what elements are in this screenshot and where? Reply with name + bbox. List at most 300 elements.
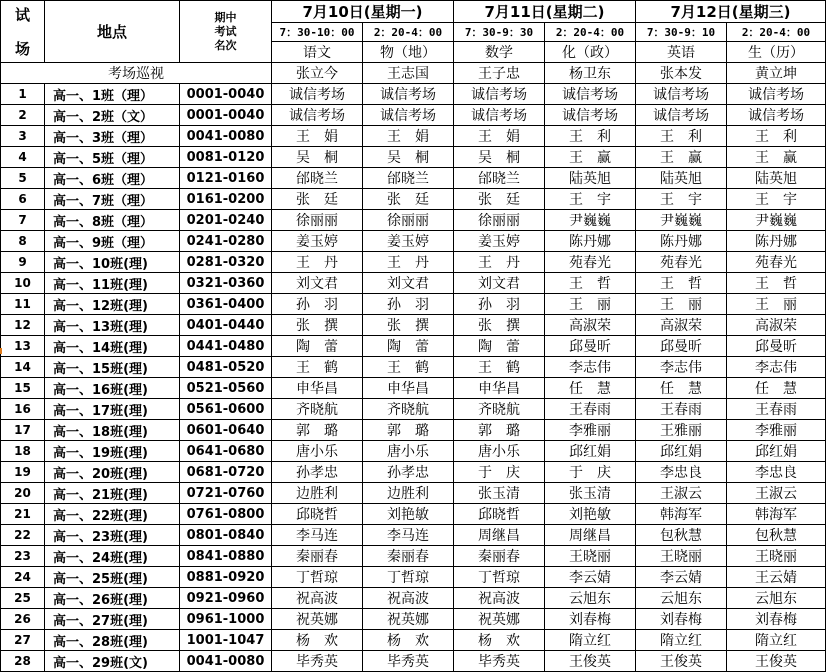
location-cell[interactable]: 高一、9班（理） bbox=[45, 231, 180, 252]
site-header-char-2: 场 bbox=[14, 39, 30, 58]
proctor-cell[interactable]: 王淑云 bbox=[636, 483, 727, 504]
proctor-cell[interactable]: 边胜利 bbox=[272, 483, 363, 504]
table-row bbox=[1, 567, 826, 588]
proctor-cell[interactable]: 诚信考场 bbox=[636, 105, 727, 126]
proctor-cell[interactable]: 王 赢 bbox=[727, 147, 826, 168]
proctor-cell[interactable]: 姜玉婷 bbox=[272, 231, 363, 252]
subject-cell-chem-politics[interactable] bbox=[545, 42, 636, 63]
site-number-cell[interactable]: 15 bbox=[1, 378, 45, 399]
rank-range-cell[interactable]: 1001-1047 bbox=[180, 630, 272, 651]
proctor-cell[interactable]: 祝高波 bbox=[363, 588, 454, 609]
proctor-cell[interactable]: 刘春梅 bbox=[636, 609, 727, 630]
proctor-cell[interactable]: 王雅丽 bbox=[636, 420, 727, 441]
proctor-cell[interactable]: 李志伟 bbox=[727, 357, 826, 378]
proctor-cell[interactable]: 张 廷 bbox=[454, 189, 545, 210]
proctor-cell[interactable]: 王 丽 bbox=[545, 294, 636, 315]
exam-rank-header-cell[interactable] bbox=[180, 1, 272, 63]
patrol-cell-day2-am[interactable] bbox=[454, 63, 545, 84]
proctor-cell[interactable]: 诚信考场 bbox=[454, 105, 545, 126]
proctor-cell[interactable]: 祝高波 bbox=[454, 588, 545, 609]
site-header-cell[interactable] bbox=[1, 1, 45, 63]
location-cell[interactable]: 高一、10班(理) bbox=[45, 252, 180, 273]
proctor-cell[interactable]: 张 撰 bbox=[363, 315, 454, 336]
proctor-cell[interactable]: 祝英娜 bbox=[454, 609, 545, 630]
site-number-cell[interactable]: 25 bbox=[1, 588, 45, 609]
rank-range-cell[interactable]: 0041-0080 bbox=[180, 126, 272, 147]
rank-range-cell[interactable]: 0881-0920 bbox=[180, 567, 272, 588]
location-cell[interactable]: 高一、19班(理) bbox=[45, 441, 180, 462]
proctor-cell[interactable]: 杨 欢 bbox=[272, 630, 363, 651]
proctor-cell[interactable]: 王俊英 bbox=[727, 651, 826, 672]
proctor-cell[interactable]: 吴 桐 bbox=[454, 147, 545, 168]
proctor-cell[interactable]: 王晓丽 bbox=[545, 546, 636, 567]
location-cell[interactable]: 高一、2班（文） bbox=[45, 105, 180, 126]
proctor-cell[interactable]: 陈丹娜 bbox=[545, 231, 636, 252]
rank-range-cell[interactable]: 0161-0200 bbox=[180, 189, 272, 210]
proctor-cell[interactable]: 刘文君 bbox=[363, 273, 454, 294]
time-cell-day2-am[interactable] bbox=[454, 23, 545, 42]
proctor-cell[interactable]: 王俊英 bbox=[636, 651, 727, 672]
proctor-cell[interactable]: 任 慧 bbox=[545, 378, 636, 399]
proctor-cell[interactable]: 祝英娜 bbox=[363, 609, 454, 630]
rank-range-cell[interactable]: 0521-0560 bbox=[180, 378, 272, 399]
location-cell[interactable]: 高一、14班(理) bbox=[45, 336, 180, 357]
proctor-cell[interactable]: 李雅丽 bbox=[545, 420, 636, 441]
location-cell[interactable]: 高一、25班(理) bbox=[45, 567, 180, 588]
proctor-cell[interactable]: 孙 羽 bbox=[363, 294, 454, 315]
proctor-cell[interactable]: 毕秀英 bbox=[272, 651, 363, 672]
time-cell-day1-am[interactable] bbox=[272, 23, 363, 42]
site-number-cell[interactable]: 10 bbox=[1, 273, 45, 294]
proctor-cell[interactable]: 王 哲 bbox=[727, 273, 826, 294]
proctor-cell[interactable]: 张 撰 bbox=[272, 315, 363, 336]
subject-cell-bio-history[interactable] bbox=[727, 42, 826, 63]
rank-range-cell[interactable]: 0721-0760 bbox=[180, 483, 272, 504]
patrol-cell-day3-am[interactable] bbox=[636, 63, 727, 84]
proctor-cell[interactable]: 申华昌 bbox=[454, 378, 545, 399]
time-cell-day2-pm[interactable] bbox=[545, 23, 636, 42]
proctor-cell[interactable]: 尹巍巍 bbox=[545, 210, 636, 231]
proctor-cell[interactable]: 李马连 bbox=[272, 525, 363, 546]
site-number-cell[interactable]: 14 bbox=[1, 357, 45, 378]
proctor-cell[interactable]: 张 廷 bbox=[272, 189, 363, 210]
patrol-day3-am: 张本发 bbox=[660, 66, 702, 82]
location-cell[interactable]: 高一、12班(理) bbox=[45, 294, 180, 315]
proctor-cell[interactable]: 邱晓哲 bbox=[272, 504, 363, 525]
proctor-cell[interactable]: 刘春梅 bbox=[545, 609, 636, 630]
proctor-cell[interactable]: 王 宇 bbox=[727, 189, 826, 210]
rank-range-cell[interactable]: 0921-0960 bbox=[180, 588, 272, 609]
proctor-cell[interactable]: 诚信考场 bbox=[363, 105, 454, 126]
site-number-cell[interactable]: 3 bbox=[1, 126, 45, 147]
site-number-cell[interactable]: 6 bbox=[1, 189, 45, 210]
subject-cell-chinese[interactable] bbox=[272, 42, 363, 63]
site-number-cell[interactable]: 13 bbox=[1, 336, 45, 357]
exam-rank-header-line-1: 期中 bbox=[214, 10, 237, 24]
site-header-char-1: 试 bbox=[14, 5, 30, 24]
rank-range-cell[interactable]: 0761-0800 bbox=[180, 504, 272, 525]
site-number-cell[interactable]: 1 bbox=[1, 84, 45, 105]
proctor-cell[interactable]: 周继昌 bbox=[454, 525, 545, 546]
proctor-cell[interactable]: 王 娟 bbox=[454, 126, 545, 147]
proctor-cell[interactable]: 王云婧 bbox=[727, 567, 826, 588]
proctor-cell[interactable]: 毕秀英 bbox=[454, 651, 545, 672]
proctor-cell[interactable]: 隋立红 bbox=[636, 630, 727, 651]
site-number-cell[interactable]: 24 bbox=[1, 567, 45, 588]
proctor-cell[interactable]: 刘文君 bbox=[272, 273, 363, 294]
proctor-cell[interactable]: 韩海军 bbox=[727, 504, 826, 525]
location-cell[interactable]: 高一、20班(理) bbox=[45, 462, 180, 483]
proctor-cell[interactable]: 郭 璐 bbox=[363, 420, 454, 441]
proctor-cell[interactable]: 王俊英 bbox=[545, 651, 636, 672]
proctor-cell[interactable]: 陆英旭 bbox=[636, 168, 727, 189]
patrol-cell-day1-pm[interactable] bbox=[363, 63, 454, 84]
table-row bbox=[1, 399, 826, 420]
proctor-cell[interactable]: 徐丽丽 bbox=[272, 210, 363, 231]
site-number-cell[interactable]: 23 bbox=[1, 546, 45, 567]
proctor-cell[interactable]: 王晓丽 bbox=[727, 546, 826, 567]
location-cell[interactable]: 高一、27班(理) bbox=[45, 609, 180, 630]
proctor-cell[interactable]: 李云婧 bbox=[636, 567, 727, 588]
site-number-cell[interactable]: 17 bbox=[1, 420, 45, 441]
proctor-cell[interactable]: 徐丽丽 bbox=[454, 210, 545, 231]
table-row bbox=[1, 420, 826, 441]
proctor-cell[interactable]: 王 丹 bbox=[454, 252, 545, 273]
proctor-cell[interactable]: 刘艳敏 bbox=[545, 504, 636, 525]
proctor-cell[interactable]: 刘春梅 bbox=[727, 609, 826, 630]
rank-range-cell[interactable]: 0961-1000 bbox=[180, 609, 272, 630]
rank-range-cell[interactable]: 0001-0040 bbox=[180, 105, 272, 126]
proctor-cell[interactable]: 丁哲琼 bbox=[454, 567, 545, 588]
site-number-cell[interactable]: 20 bbox=[1, 483, 45, 504]
proctor-cell[interactable]: 孙 羽 bbox=[454, 294, 545, 315]
table-row bbox=[1, 462, 826, 483]
proctor-cell[interactable]: 于 庆 bbox=[545, 462, 636, 483]
exam-rank-header-line-2: 考试 bbox=[214, 24, 237, 38]
proctor-cell[interactable]: 王 利 bbox=[545, 126, 636, 147]
site-number-cell[interactable]: 22 bbox=[1, 525, 45, 546]
proctor-cell[interactable]: 陆英旭 bbox=[727, 168, 826, 189]
site-number-cell[interactable]: 28 bbox=[1, 651, 45, 672]
proctor-cell[interactable]: 邱曼昕 bbox=[545, 336, 636, 357]
proctor-cell[interactable]: 孙孝忠 bbox=[272, 462, 363, 483]
location-cell[interactable]: 高一、24班(理) bbox=[45, 546, 180, 567]
proctor-cell[interactable]: 任 慧 bbox=[636, 378, 727, 399]
location-cell[interactable]: 高一、15班(理) bbox=[45, 357, 180, 378]
table-row bbox=[1, 336, 826, 357]
proctor-cell[interactable]: 陶 蕾 bbox=[272, 336, 363, 357]
location-cell[interactable]: 高一、26班(理) bbox=[45, 588, 180, 609]
proctor-cell[interactable]: 徐丽丽 bbox=[363, 210, 454, 231]
proctor-cell[interactable]: 吴 桐 bbox=[363, 147, 454, 168]
proctor-cell[interactable]: 邱晓哲 bbox=[454, 504, 545, 525]
location-header-cell[interactable] bbox=[45, 1, 180, 63]
location-cell[interactable]: 高一、7班（理） bbox=[45, 189, 180, 210]
time-cell-day3-am[interactable] bbox=[636, 23, 727, 42]
date-day3: 7月12日(星期三) bbox=[670, 3, 791, 21]
rank-range-cell[interactable]: 0121-0160 bbox=[180, 168, 272, 189]
location-cell[interactable]: 高一、21班(理) bbox=[45, 483, 180, 504]
proctor-cell[interactable]: 刘艳敏 bbox=[363, 504, 454, 525]
rank-range-cell[interactable]: 0241-0280 bbox=[180, 231, 272, 252]
proctor-cell[interactable]: 杨 欢 bbox=[454, 630, 545, 651]
proctor-cell[interactable]: 齐晓航 bbox=[272, 399, 363, 420]
proctor-cell[interactable]: 任 慧 bbox=[727, 378, 826, 399]
proctor-cell[interactable]: 王 丹 bbox=[272, 252, 363, 273]
proctor-cell[interactable]: 杨 欢 bbox=[363, 630, 454, 651]
rank-range-cell[interactable]: 0481-0520 bbox=[180, 357, 272, 378]
proctor-cell[interactable]: 李雅丽 bbox=[727, 420, 826, 441]
proctor-cell[interactable]: 张 廷 bbox=[363, 189, 454, 210]
rank-range-cell[interactable]: 0201-0240 bbox=[180, 210, 272, 231]
subject-cell-math[interactable] bbox=[454, 42, 545, 63]
rank-range-cell[interactable]: 0561-0600 bbox=[180, 399, 272, 420]
proctor-cell[interactable]: 郭 璐 bbox=[454, 420, 545, 441]
proctor-cell[interactable]: 王 丹 bbox=[363, 252, 454, 273]
proctor-cell[interactable]: 齐晓航 bbox=[454, 399, 545, 420]
proctor-cell[interactable]: 李马连 bbox=[363, 525, 454, 546]
site-number-cell[interactable]: 12 bbox=[1, 315, 45, 336]
proctor-cell[interactable]: 诚信考场 bbox=[272, 105, 363, 126]
location-cell[interactable]: 高一、13班(理) bbox=[45, 315, 180, 336]
proctor-cell[interactable]: 李志伟 bbox=[545, 357, 636, 378]
patrol-cell-day2-pm[interactable] bbox=[545, 63, 636, 84]
rank-range-cell[interactable]: 0081-0120 bbox=[180, 147, 272, 168]
table-row bbox=[1, 630, 826, 651]
rank-range-cell[interactable]: 0441-0480 bbox=[180, 336, 272, 357]
table-row bbox=[1, 588, 826, 609]
proctor-cell[interactable]: 申华昌 bbox=[272, 378, 363, 399]
proctor-cell[interactable]: 苑春光 bbox=[727, 252, 826, 273]
proctor-cell[interactable]: 唐小乐 bbox=[272, 441, 363, 462]
rank-range-cell[interactable]: 0361-0400 bbox=[180, 294, 272, 315]
proctor-cell[interactable]: 申华昌 bbox=[363, 378, 454, 399]
proctor-cell[interactable]: 诚信考场 bbox=[727, 84, 826, 105]
rank-range-cell[interactable]: 0681-0720 bbox=[180, 462, 272, 483]
proctor-cell[interactable]: 高淑荣 bbox=[545, 315, 636, 336]
location-cell[interactable]: 高一、22班(理) bbox=[45, 504, 180, 525]
location-cell[interactable]: 高一、16班(理) bbox=[45, 378, 180, 399]
site-number-cell[interactable]: 4 bbox=[1, 147, 45, 168]
proctor-cell[interactable]: 张 撰 bbox=[454, 315, 545, 336]
proctor-cell[interactable]: 邱红娟 bbox=[636, 441, 727, 462]
proctor-cell[interactable]: 诚信考场 bbox=[363, 84, 454, 105]
time-cell-day3-pm[interactable] bbox=[727, 23, 826, 42]
proctor-cell[interactable]: 王春雨 bbox=[545, 399, 636, 420]
proctor-cell[interactable]: 韩海军 bbox=[636, 504, 727, 525]
proctor-cell[interactable]: 王 赢 bbox=[636, 147, 727, 168]
proctor-cell[interactable]: 尹巍巍 bbox=[727, 210, 826, 231]
proctor-cell[interactable]: 周继昌 bbox=[545, 525, 636, 546]
proctor-cell[interactable]: 邱红娟 bbox=[727, 441, 826, 462]
proctor-cell[interactable]: 诚信考场 bbox=[272, 84, 363, 105]
proctor-cell[interactable]: 王春雨 bbox=[636, 399, 727, 420]
proctor-cell[interactable]: 唐小乐 bbox=[363, 441, 454, 462]
rank-range-cell[interactable]: 0641-0680 bbox=[180, 441, 272, 462]
rank-range-cell[interactable]: 0801-0840 bbox=[180, 525, 272, 546]
time-cell-day1-pm[interactable] bbox=[363, 23, 454, 42]
proctor-cell[interactable]: 王 宇 bbox=[545, 189, 636, 210]
proctor-cell[interactable]: 孙孝忠 bbox=[363, 462, 454, 483]
proctor-cell[interactable]: 王 鹤 bbox=[363, 357, 454, 378]
proctor-cell[interactable]: 秦丽春 bbox=[454, 546, 545, 567]
proctor-cell[interactable]: 祝高波 bbox=[272, 588, 363, 609]
site-number-cell[interactable]: 19 bbox=[1, 462, 45, 483]
proctor-cell[interactable]: 尹巍巍 bbox=[636, 210, 727, 231]
location-cell[interactable]: 高一、23班(理) bbox=[45, 525, 180, 546]
proctor-cell[interactable]: 诚信考场 bbox=[727, 105, 826, 126]
proctor-cell[interactable]: 王 赢 bbox=[545, 147, 636, 168]
proctor-cell[interactable]: 王 利 bbox=[636, 126, 727, 147]
proctor-cell[interactable]: 陶 蕾 bbox=[454, 336, 545, 357]
location-cell[interactable]: 高一、28班(理) bbox=[45, 630, 180, 651]
proctor-cell[interactable]: 王 娟 bbox=[363, 126, 454, 147]
patrol-cell-day3-pm[interactable] bbox=[727, 63, 826, 84]
location-cell[interactable]: 高一、8班（理） bbox=[45, 210, 180, 231]
proctor-cell[interactable]: 邰晓兰 bbox=[454, 168, 545, 189]
rank-range-cell[interactable]: 0001-0040 bbox=[180, 84, 272, 105]
proctor-cell[interactable]: 郭 璐 bbox=[272, 420, 363, 441]
proctor-cell[interactable]: 陈丹娜 bbox=[636, 231, 727, 252]
proctor-cell[interactable]: 李云婧 bbox=[545, 567, 636, 588]
site-number-cell[interactable]: 5 bbox=[1, 168, 45, 189]
proctor-cell[interactable]: 秦丽春 bbox=[272, 546, 363, 567]
proctor-cell[interactable]: 姜玉婷 bbox=[363, 231, 454, 252]
site-number-cell[interactable]: 26 bbox=[1, 609, 45, 630]
location-cell[interactable]: 高一、29班(文) bbox=[45, 651, 180, 672]
proctor-cell[interactable]: 高淑荣 bbox=[727, 315, 826, 336]
proctor-cell[interactable]: 云旭东 bbox=[636, 588, 727, 609]
site-number-cell[interactable]: 8 bbox=[1, 231, 45, 252]
proctor-cell[interactable]: 邱曼昕 bbox=[727, 336, 826, 357]
site-number-cell[interactable]: 7 bbox=[1, 210, 45, 231]
proctor-cell[interactable]: 吴 桐 bbox=[272, 147, 363, 168]
proctor-cell[interactable]: 刘文君 bbox=[454, 273, 545, 294]
table-row bbox=[1, 210, 826, 231]
rank-range-cell[interactable]: 0321-0360 bbox=[180, 273, 272, 294]
exam-rank-header-line-3: 名次 bbox=[214, 38, 237, 52]
proctor-cell[interactable]: 张玉清 bbox=[454, 483, 545, 504]
proctor-cell[interactable]: 王春雨 bbox=[727, 399, 826, 420]
site-number-cell[interactable]: 18 bbox=[1, 441, 45, 462]
proctor-cell[interactable]: 王淑云 bbox=[727, 483, 826, 504]
site-number-cell[interactable]: 21 bbox=[1, 504, 45, 525]
rank-range-cell[interactable]: 0601-0640 bbox=[180, 420, 272, 441]
date-cell-day3[interactable] bbox=[636, 1, 826, 23]
proctor-cell[interactable]: 于 庆 bbox=[454, 462, 545, 483]
proctor-cell[interactable]: 李忠良 bbox=[636, 462, 727, 483]
proctor-cell[interactable]: 王 丽 bbox=[727, 294, 826, 315]
proctor-cell[interactable]: 苑春光 bbox=[545, 252, 636, 273]
patrol-day1-am: 张立今 bbox=[296, 66, 338, 82]
location-cell[interactable]: 高一、1班（理） bbox=[45, 84, 180, 105]
date-cell-day2[interactable] bbox=[454, 1, 636, 23]
proctor-cell[interactable]: 李志伟 bbox=[636, 357, 727, 378]
proctor-cell[interactable]: 陈丹娜 bbox=[727, 231, 826, 252]
proctor-cell[interactable]: 王 哲 bbox=[545, 273, 636, 294]
proctor-cell[interactable]: 王 丽 bbox=[636, 294, 727, 315]
proctor-cell[interactable]: 王 利 bbox=[727, 126, 826, 147]
proctor-cell[interactable]: 王 宇 bbox=[636, 189, 727, 210]
proctor-cell[interactable]: 邱红娟 bbox=[545, 441, 636, 462]
proctor-cell[interactable]: 陆英旭 bbox=[545, 168, 636, 189]
proctor-cell[interactable]: 王 娟 bbox=[272, 126, 363, 147]
patrol-label-cell[interactable] bbox=[1, 63, 272, 84]
proctor-cell[interactable]: 王 鹤 bbox=[272, 357, 363, 378]
proctor-cell[interactable]: 邰晓兰 bbox=[272, 168, 363, 189]
proctor-cell[interactable]: 张玉清 bbox=[545, 483, 636, 504]
site-number-cell[interactable]: 16 bbox=[1, 399, 45, 420]
rank-range-cell[interactable]: 0841-0880 bbox=[180, 546, 272, 567]
patrol-day2-pm: 杨卫东 bbox=[569, 66, 611, 82]
proctor-cell[interactable]: 丁哲琼 bbox=[363, 567, 454, 588]
table-row bbox=[1, 378, 826, 399]
location-cell[interactable]: 高一、3班（理） bbox=[45, 126, 180, 147]
table-row bbox=[1, 231, 826, 252]
proctor-cell[interactable]: 王晓丽 bbox=[636, 546, 727, 567]
proctor-cell[interactable]: 毕秀英 bbox=[363, 651, 454, 672]
location-cell[interactable]: 高一、5班（理） bbox=[45, 147, 180, 168]
proctor-cell[interactable]: 王 哲 bbox=[636, 273, 727, 294]
proctor-cell[interactable]: 李忠良 bbox=[727, 462, 826, 483]
location-cell[interactable]: 高一、18班(理) bbox=[45, 420, 180, 441]
proctor-cell[interactable]: 诚信考场 bbox=[454, 84, 545, 105]
proctor-cell[interactable]: 边胜利 bbox=[363, 483, 454, 504]
proctor-cell[interactable]: 王 鹤 bbox=[454, 357, 545, 378]
site-number-cell[interactable]: 2 bbox=[1, 105, 45, 126]
date-cell-day1[interactable] bbox=[272, 1, 454, 23]
patrol-cell-day1-am[interactable] bbox=[272, 63, 363, 84]
proctor-cell[interactable]: 隋立红 bbox=[545, 630, 636, 651]
proctor-cell[interactable]: 云旭东 bbox=[727, 588, 826, 609]
site-number-cell[interactable]: 11 bbox=[1, 294, 45, 315]
date-day2: 7月11日(星期二) bbox=[484, 3, 605, 21]
proctor-cell[interactable]: 诚信考场 bbox=[636, 84, 727, 105]
proctor-cell[interactable]: 祝英娜 bbox=[272, 609, 363, 630]
site-number-cell[interactable]: 9 bbox=[1, 252, 45, 273]
site-number-cell[interactable]: 27 bbox=[1, 630, 45, 651]
proctor-cell[interactable]: 邰晓兰 bbox=[363, 168, 454, 189]
location-cell[interactable]: 高一、17班(理) bbox=[45, 399, 180, 420]
proctor-cell[interactable]: 高淑荣 bbox=[636, 315, 727, 336]
sheet-edge-marker bbox=[0, 348, 2, 354]
proctor-cell[interactable]: 诚信考场 bbox=[545, 84, 636, 105]
subject-cell-physics-geo[interactable] bbox=[363, 42, 454, 63]
proctor-cell[interactable]: 唐小乐 bbox=[454, 441, 545, 462]
proctor-cell[interactable]: 陶 蕾 bbox=[363, 336, 454, 357]
proctor-cell[interactable]: 邱曼昕 bbox=[636, 336, 727, 357]
proctor-cell[interactable]: 云旭东 bbox=[545, 588, 636, 609]
proctor-cell[interactable]: 包秋慧 bbox=[636, 525, 727, 546]
rank-range-cell[interactable]: 0281-0320 bbox=[180, 252, 272, 273]
header-row-patrol bbox=[1, 63, 826, 84]
proctor-cell[interactable]: 苑春光 bbox=[636, 252, 727, 273]
proctor-cell[interactable]: 隋立红 bbox=[727, 630, 826, 651]
rank-range-cell[interactable]: 0401-0440 bbox=[180, 315, 272, 336]
proctor-cell[interactable]: 丁哲琼 bbox=[272, 567, 363, 588]
rank-range-cell[interactable]: 0041-0080 bbox=[180, 651, 272, 672]
subject-cell-english[interactable] bbox=[636, 42, 727, 63]
proctor-cell[interactable]: 齐晓航 bbox=[363, 399, 454, 420]
proctor-cell[interactable]: 姜玉婷 bbox=[454, 231, 545, 252]
location-cell[interactable]: 高一、6班（理） bbox=[45, 168, 180, 189]
proctor-cell[interactable]: 秦丽春 bbox=[363, 546, 454, 567]
location-cell[interactable]: 高一、11班(理) bbox=[45, 273, 180, 294]
proctor-cell[interactable]: 诚信考场 bbox=[545, 105, 636, 126]
proctor-cell[interactable]: 包秋慧 bbox=[727, 525, 826, 546]
table-row bbox=[1, 105, 826, 126]
proctor-cell[interactable]: 孙 羽 bbox=[272, 294, 363, 315]
